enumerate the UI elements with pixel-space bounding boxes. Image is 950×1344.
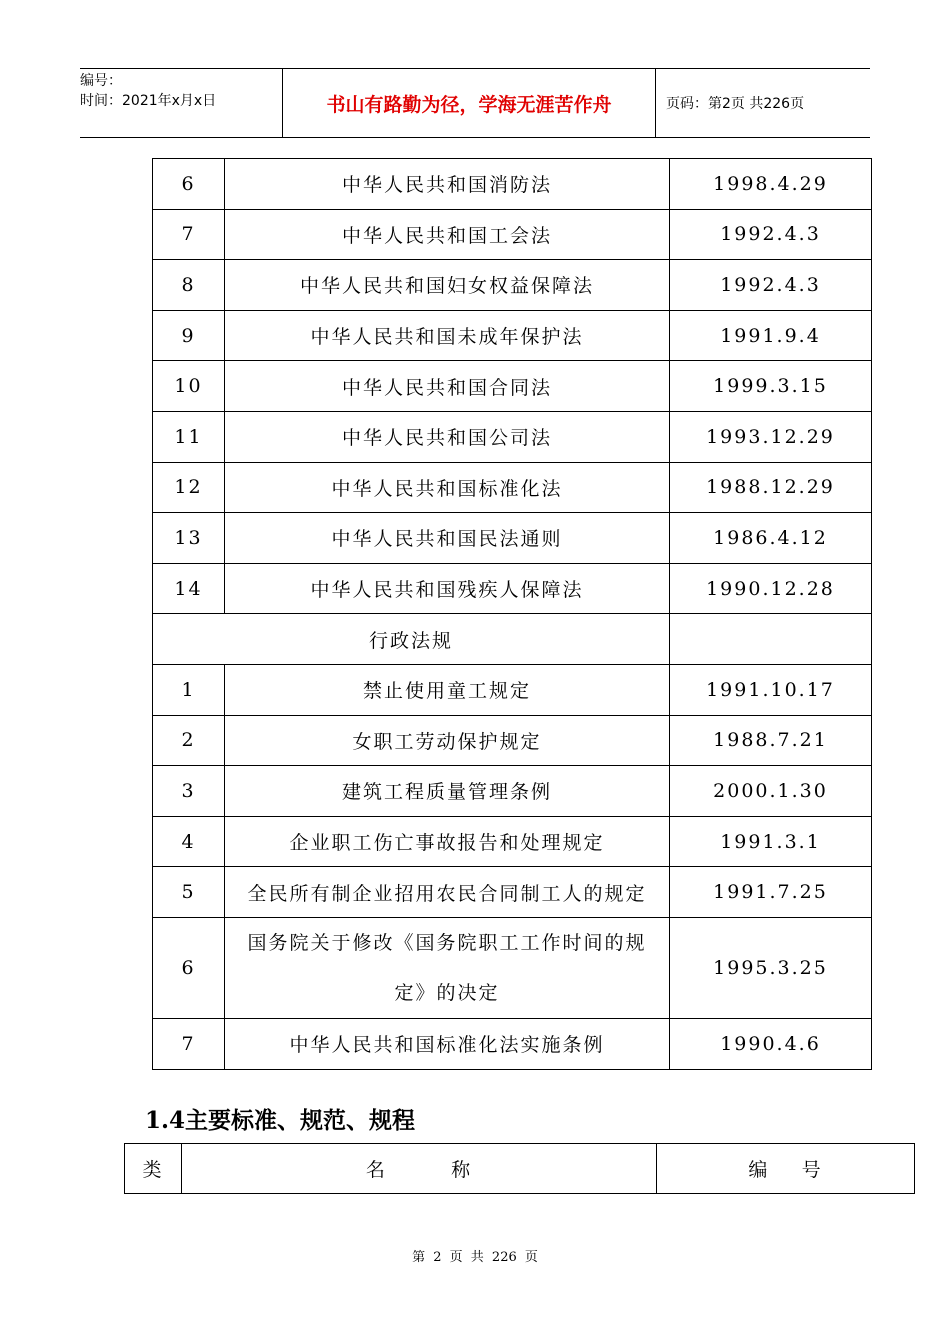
table-row xyxy=(153,664,872,715)
regulation-name: 国务院关于修改《国务院职工工作时间的规定》的决定 xyxy=(225,917,670,1018)
table-row xyxy=(153,766,872,817)
document-time-label: 时间：2021年x月x日 xyxy=(80,93,217,109)
effective-date: 1992.4.3 xyxy=(670,209,872,260)
effective-date: 1992.4.3 xyxy=(670,260,872,311)
section-title: 1.4主要标准、规范、规程 xyxy=(145,1107,416,1134)
header-motto: 书山有路勤为径，学海无涯苦作舟 xyxy=(282,69,656,137)
row-number: 7 xyxy=(153,1018,225,1069)
admin-section-label: 行政法规 xyxy=(153,614,670,665)
table-row xyxy=(153,513,872,564)
regulation-name: 中华人民共和国公司法 xyxy=(225,411,670,462)
effective-date: 1998.4.29 xyxy=(670,159,872,210)
table-row xyxy=(153,260,872,311)
row-number: 3 xyxy=(153,766,225,817)
regulation-name: 中华人民共和国未成年保护法 xyxy=(225,310,670,361)
standards-category-header: 类 xyxy=(125,1144,182,1194)
regulation-name: 中华人民共和国民法通则 xyxy=(225,513,670,564)
regulation-name: 中华人民共和国合同法 xyxy=(225,361,670,412)
table-row xyxy=(153,816,872,867)
effective-date: 1986.4.12 xyxy=(670,513,872,564)
table-row xyxy=(153,209,872,260)
table-row xyxy=(153,563,872,614)
effective-date: 1988.12.29 xyxy=(670,462,872,513)
table-row xyxy=(153,867,872,918)
row-number: 14 xyxy=(153,563,225,614)
row-number: 2 xyxy=(153,715,225,766)
row-number: 12 xyxy=(153,462,225,513)
effective-date: 1991.10.17 xyxy=(670,664,872,715)
page-header xyxy=(80,68,870,138)
row-number: 7 xyxy=(153,209,225,260)
table-row xyxy=(153,159,872,210)
regulation-name: 全民所有制企业招用农民合同制工人的规定 xyxy=(225,867,670,918)
effective-date: 1995.3.25 xyxy=(670,917,872,1018)
effective-date: 2000.1.30 xyxy=(670,766,872,817)
effective-date: 1991.7.25 xyxy=(670,867,872,918)
standards-name-header: 名 称 xyxy=(182,1144,657,1194)
effective-date: 1993.12.29 xyxy=(670,411,872,462)
effective-date: 1991.9.4 xyxy=(670,310,872,361)
row-number: 4 xyxy=(153,816,225,867)
regulation-name: 企业职工伤亡事故报告和处理规定 xyxy=(225,816,670,867)
row-number: 8 xyxy=(153,260,225,311)
row-number: 6 xyxy=(153,917,225,1018)
row-number: 13 xyxy=(153,513,225,564)
standards-header-row xyxy=(125,1144,915,1194)
effective-date: 1999.3.15 xyxy=(670,361,872,412)
table-row xyxy=(153,1018,872,1069)
table-row xyxy=(153,361,872,412)
table-row xyxy=(153,462,872,513)
regulation-name: 中华人民共和国消防法 xyxy=(225,159,670,210)
effective-date: 1991.3.1 xyxy=(670,816,872,867)
row-number: 11 xyxy=(153,411,225,462)
page-footer: 第 2 页 共 226 页 xyxy=(412,1250,538,1265)
regulation-name: 中华人民共和国妇女权益保障法 xyxy=(225,260,670,311)
laws-table xyxy=(152,158,872,1070)
regulation-name: 中华人民共和国标准化法实施条例 xyxy=(225,1018,670,1069)
effective-date: 1988.7.21 xyxy=(670,715,872,766)
regulation-name: 女职工劳动保护规定 xyxy=(225,715,670,766)
header-page-info: 页码：第2页 共226页 xyxy=(666,96,805,112)
header-meta xyxy=(80,69,282,137)
regulation-name: 建筑工程质量管理条例 xyxy=(225,766,670,817)
row-number: 9 xyxy=(153,310,225,361)
admin-section-row xyxy=(153,614,872,665)
table-row xyxy=(153,917,872,1018)
row-number: 10 xyxy=(153,361,225,412)
regulation-name: 中华人民共和国残疾人保障法 xyxy=(225,563,670,614)
table-row xyxy=(153,411,872,462)
row-number: 6 xyxy=(153,159,225,210)
empty-cell xyxy=(670,614,872,665)
standards-number-header: 编 号 xyxy=(657,1144,915,1194)
table-row xyxy=(153,310,872,361)
effective-date: 1990.12.28 xyxy=(670,563,872,614)
row-number: 5 xyxy=(153,867,225,918)
standards-table xyxy=(124,1143,915,1194)
regulation-name: 禁止使用童工规定 xyxy=(225,664,670,715)
regulation-name: 中华人民共和国标准化法 xyxy=(225,462,670,513)
effective-date: 1990.4.6 xyxy=(670,1018,872,1069)
regulation-name: 中华人民共和国工会法 xyxy=(225,209,670,260)
row-number: 1 xyxy=(153,664,225,715)
table-row xyxy=(153,715,872,766)
document-number-label: 编号： xyxy=(80,73,122,89)
